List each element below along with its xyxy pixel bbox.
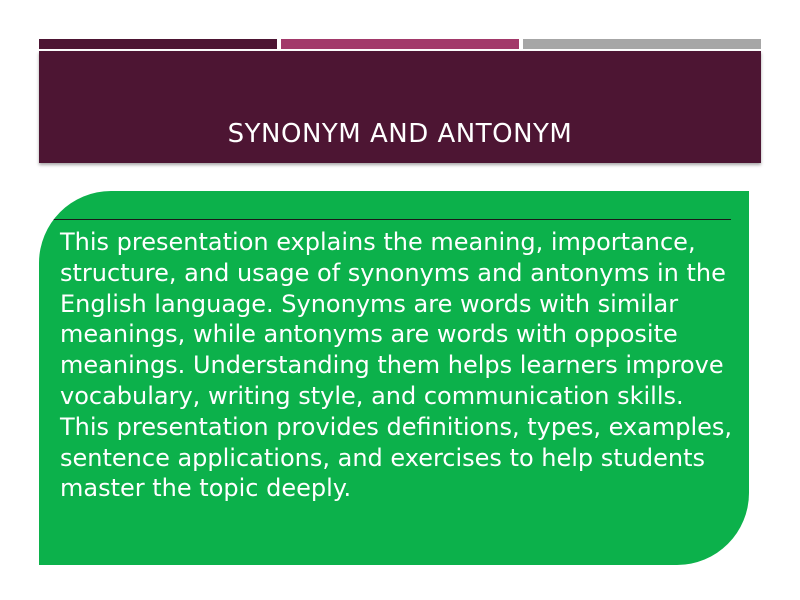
content-panel xyxy=(39,191,749,565)
accent-bar-pink xyxy=(281,39,519,49)
title-banner xyxy=(39,51,761,163)
slide-title: SYNONYM AND ANTONYM xyxy=(227,119,573,149)
content-divider xyxy=(51,219,731,220)
slide-body-text: This presentation explains the meaning, importance, structure, and usage of synonyms and antonyms in the English language. Synonyms are words with similar meanings, while antonyms are words with opposite meanings. Understanding them helps learners improve vocabulary, writing style, and communication skills. This presentation provides definitions, types, examples, sentence applications, and exercises to help students master the topic deeply. xyxy=(60,228,733,503)
accent-bar-gray xyxy=(523,39,761,49)
accent-bar-dark xyxy=(39,39,277,49)
